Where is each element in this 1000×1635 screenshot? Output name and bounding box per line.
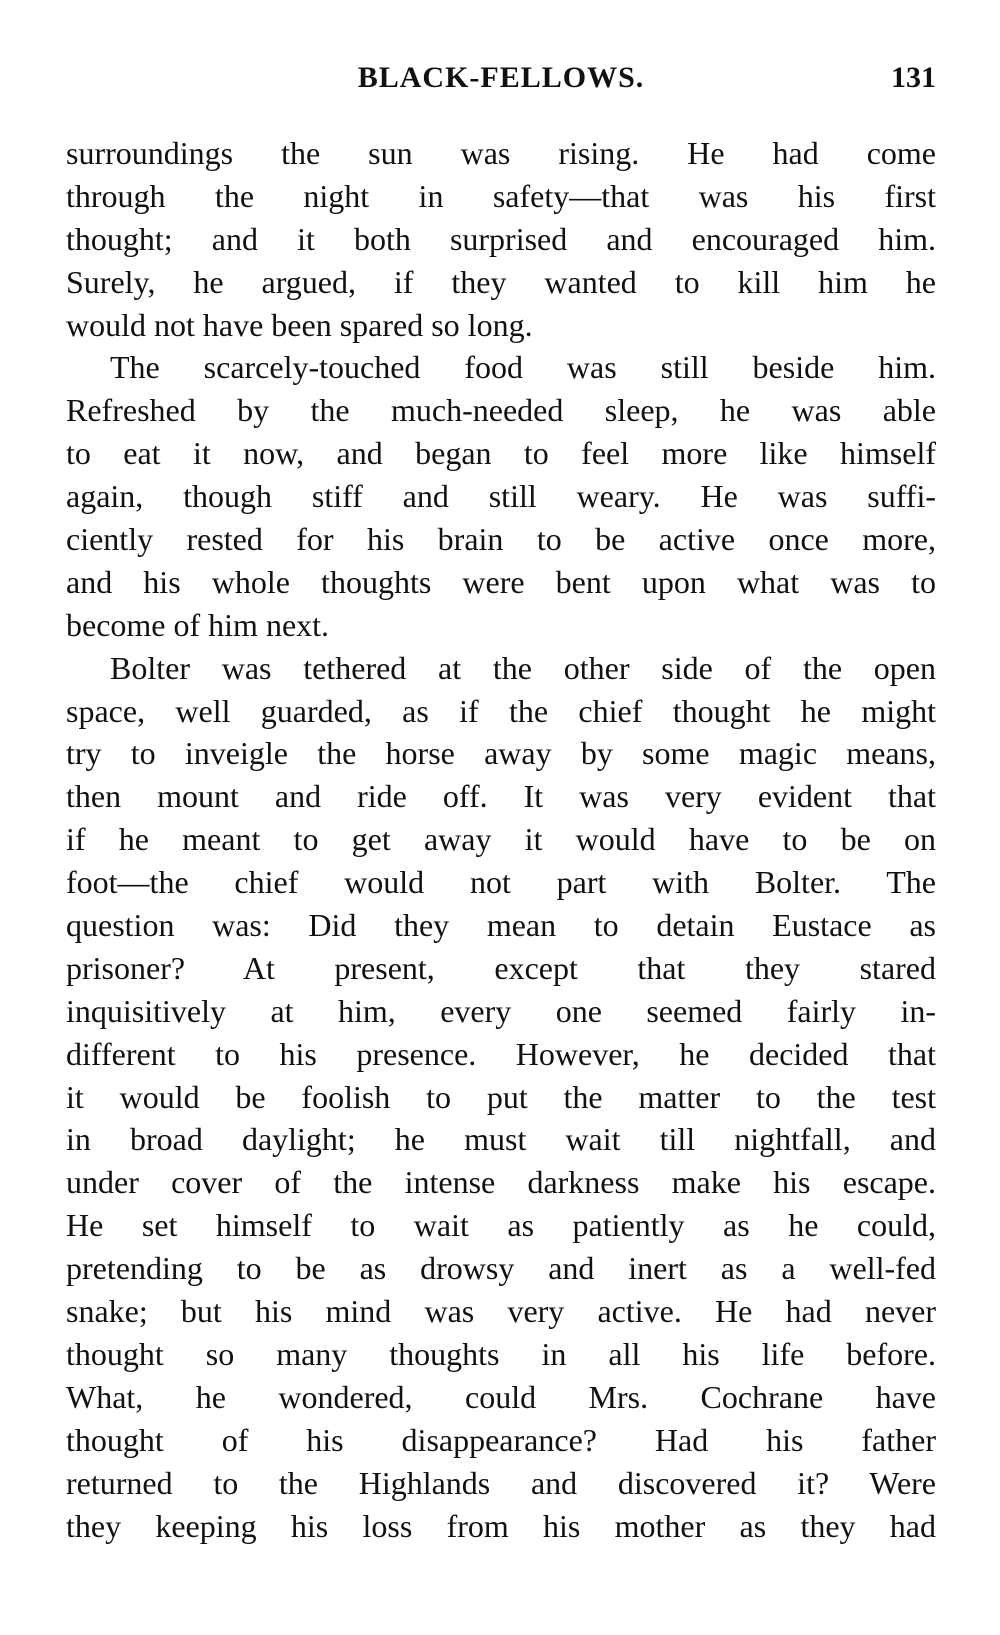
text-line: try to inveigle the horse away by some magic means, xyxy=(66,735,936,772)
text-line: it would be foolish to put the matter to the test xyxy=(66,1078,936,1115)
running-title: BLACK-FELLOWS. xyxy=(357,61,645,94)
text-line: different to his presence. However, he decided that xyxy=(66,1035,936,1072)
text-line: if he meant to get away it would have to be on xyxy=(66,821,936,858)
text-line: He set himself to wait as patiently as he could, xyxy=(66,1207,936,1244)
text-line: thought so many thoughts in all his life before. xyxy=(66,1335,936,1372)
text-line: question was: Did they mean to detain Eustace as xyxy=(66,907,936,944)
text-line: foot—the chief would not part with Bolter. The xyxy=(66,864,936,901)
text-line: become of him next. xyxy=(66,606,330,643)
text-line: and his whole thoughts were bent upon what was to xyxy=(66,563,936,600)
body-text xyxy=(66,132,936,1547)
text-line: again, though stiff and still weary. He was suffi- xyxy=(66,478,936,515)
text-line: ciently rested for his brain to be active once more, xyxy=(66,521,936,558)
page-number: 131 xyxy=(891,61,936,94)
text-line: returned to the Highlands and discovered it? Were xyxy=(66,1464,936,1501)
text-line: prisoner? At present, except that they stared xyxy=(66,949,936,986)
text-line: snake; but his mind was very active. He had never xyxy=(66,1293,936,1330)
text-line: in broad daylight; he must wait till nightfall, and xyxy=(66,1121,936,1158)
text-line: through the night in safety—that was his first xyxy=(66,177,936,214)
text-line: Bolter was tethered at the other side of the open xyxy=(110,649,936,686)
text-line: would not have been spared so long. xyxy=(66,306,533,343)
text-line: thought; and it both surprised and encouraged him. xyxy=(66,220,936,257)
text-line: Refreshed by the much-needed sleep, he was able xyxy=(66,392,936,429)
text-line: then mount and ride off. It was very evident that xyxy=(66,778,936,815)
text-line: thought of his disappearance? Had his father xyxy=(66,1421,936,1458)
text-line: What, he wondered, could Mrs. Cochrane have xyxy=(66,1378,936,1415)
text-line: pretending to be as drowsy and inert as a well-fed xyxy=(66,1250,936,1287)
text-line: inquisitively at him, every one seemed fairly in- xyxy=(66,992,936,1029)
text-line: to eat it now, and began to feel more like himself xyxy=(66,435,936,472)
text-line: Surely, he argued, if they wanted to kill him he xyxy=(66,263,936,300)
text-line: surroundings the sun was rising. He had come xyxy=(66,135,936,171)
text-line: The scarcely-touched food was still beside him. xyxy=(110,349,936,386)
text-line: they keeping his loss from his mother as they had xyxy=(66,1507,936,1544)
text-line: space, well guarded, as if the chief thought he might xyxy=(66,692,936,729)
running-header xyxy=(66,58,936,98)
text-line: under cover of the intense darkness make his escape. xyxy=(66,1164,936,1201)
